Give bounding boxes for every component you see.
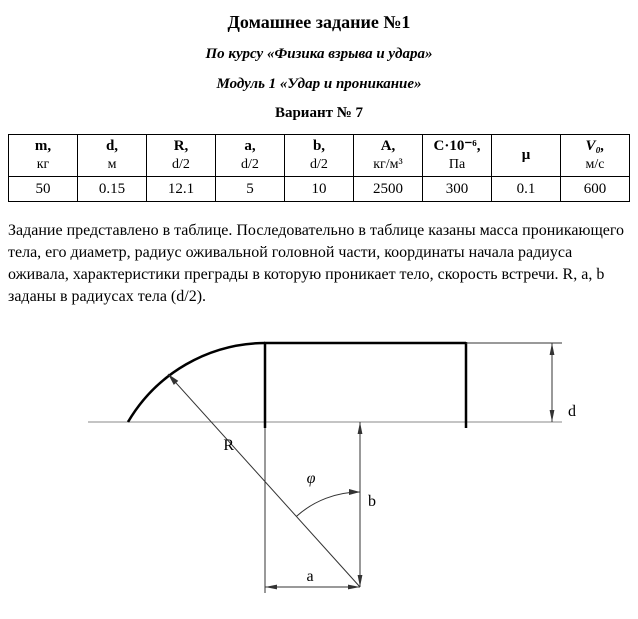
col-unit-d: м — [107, 157, 117, 172]
dim-a-arrow-left — [265, 585, 277, 590]
ogive-curve — [128, 343, 265, 422]
angle-phi-arrow — [349, 489, 360, 495]
value-d: 0.15 — [78, 177, 147, 202]
value-R: 12.1 — [147, 177, 216, 202]
projectile-diagram — [0, 332, 638, 601]
value-A: 2500 — [354, 177, 423, 202]
value-m: 50 — [9, 177, 78, 202]
dim-b-arrow-top — [358, 422, 363, 434]
dim-d-arrow-top — [550, 343, 555, 355]
col-symbol-d: d, — [105, 138, 119, 154]
label-b: b — [368, 493, 376, 510]
angle-phi-arc — [296, 492, 360, 516]
doc-title: Домашнее задание №1 — [227, 12, 411, 32]
col-symbol-mu: μ — [521, 147, 531, 163]
value-C: 300 — [423, 177, 492, 202]
variant-label: Вариант № 7 — [274, 105, 364, 121]
col-header-d — [78, 135, 147, 177]
col-header-R — [147, 135, 216, 177]
value-mu: 0.1 — [492, 177, 561, 202]
label-phi: φ — [306, 470, 316, 487]
col-symbol-a: a, — [244, 138, 256, 154]
col-header-a — [216, 135, 285, 177]
col-unit-v0: м/с — [585, 157, 605, 172]
col-header-A — [354, 135, 423, 177]
col-unit-R: d/2 — [172, 157, 190, 172]
col-unit-C: Па — [448, 157, 466, 172]
value-v0: 600 — [561, 177, 630, 202]
document-heading — [0, 0, 638, 122]
task-description: Задание представлено в таблице. Последовательно в таблице казаны масса проникающего тела, его диаметр, радиус оживальной головной части, координаты начала радиуса оживала, характеристики преграды в которую проникает тело, скорость встречи. R, a, b заданы в радиусах тела (d/2). — [8, 222, 625, 305]
col-unit-A: кг/м³ — [373, 157, 403, 172]
col-symbol-R: R, — [173, 138, 189, 154]
col-unit-m: кг — [36, 157, 50, 172]
course-subtitle: По курсу «Физика взрыва и удара» — [205, 46, 433, 62]
col-header-b — [285, 135, 354, 177]
module-subtitle: Модуль 1 «Удар и проникание» — [216, 76, 422, 92]
label-d: d — [568, 403, 576, 420]
label-R: R — [223, 437, 234, 454]
col-header-mu — [492, 135, 561, 177]
dim-d-arrow-bottom — [550, 410, 555, 422]
col-symbol-v0: V₀, — [585, 138, 605, 154]
col-symbol-m: m, — [34, 138, 52, 154]
col-symbol-A: A, — [380, 138, 396, 154]
col-header-C — [423, 135, 492, 177]
table-header-row — [9, 135, 630, 177]
parameters-table — [8, 134, 630, 202]
col-symbol-C: C·10⁻⁶, — [433, 138, 481, 154]
col-unit-a: d/2 — [241, 157, 259, 172]
table-values-row — [9, 177, 630, 202]
col-header-m — [9, 135, 78, 177]
col-header-v0 — [561, 135, 630, 177]
col-symbol-b: b, — [312, 138, 326, 154]
col-unit-b: d/2 — [310, 157, 328, 172]
value-b: 10 — [285, 177, 354, 202]
value-a: 5 — [216, 177, 285, 202]
label-a: a — [306, 568, 314, 585]
